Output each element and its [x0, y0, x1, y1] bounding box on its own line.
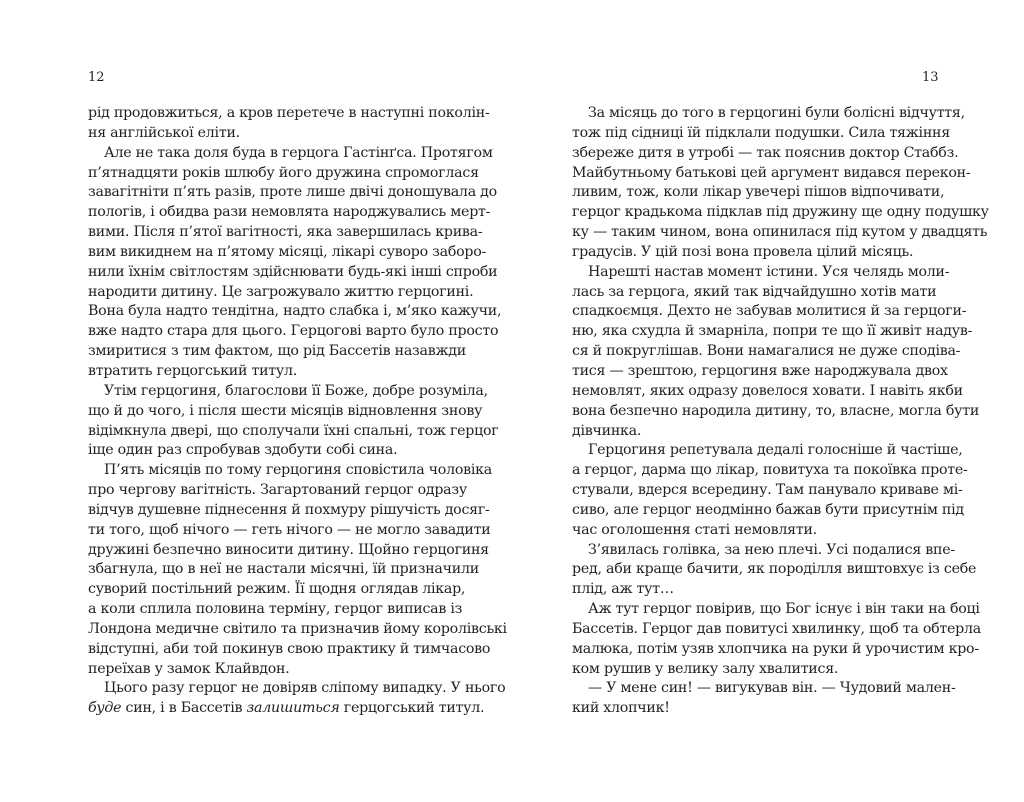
text-line: З’явилась голівка, за нею плечі. Усі подалися впе- — [588, 541, 955, 558]
text-line: ливим, тож, коли лікар увечері пішов відпочивати, — [572, 184, 945, 201]
text-line: дружині безпечно виносити дитину. Щойно герцогиня — [88, 541, 489, 558]
text-line: стували, вдерся всередину. Там панувало криваве мі- — [572, 482, 963, 499]
text-line: герцог крадькома підклав під дружину ще одну подушку — [572, 204, 989, 221]
text-line: Герцогиня репетувала дедалі голосніше й частіше, — [588, 442, 963, 459]
text-line: вона безпечно народила дитину, то, власне, могла бути — [572, 402, 980, 419]
text-line: тож під сідниці їй підклали подушки. Сила тяжіння — [572, 124, 950, 141]
text-line: народити дитину. Це загрожувало життю герцогині. — [88, 283, 474, 300]
italic-word: залишиться — [246, 700, 340, 717]
text-line: ред, аби краще бачити, як породілля виштовхує із себе — [572, 561, 977, 578]
text-line: відступні, аби той покинув свою практику й тимчасово — [88, 640, 491, 657]
text-line: завагітніти п’ять разів, проте лише двічі доношувала до — [88, 184, 497, 201]
text-line: відчув душевне піднесення й похмуру рішучість досяг- — [88, 501, 490, 518]
text-line: градусів. У цій позі вона провела цілий місяць. — [572, 243, 914, 260]
text-line: вим викиднем на п’ятому місяці, лікарі суворо заборо- — [88, 243, 487, 260]
text-line: Аж тут герцог повірив, що Бог існує і він таки на боці — [588, 601, 980, 618]
text-line: Цього разу герцог не довіряв сліпому випадку. У нього — [104, 680, 506, 697]
text-line: П’ять місяців по тому герцогиня сповістила чоловіка — [104, 462, 492, 479]
text-line: переїхав у замок Клайвдон. — [88, 660, 290, 677]
text-line: ню, яка схудла й змарніла, попри те що її живіт надув- — [572, 323, 973, 340]
text-line: п’ятнадцяти років шлюбу його дружина спромоглася — [88, 164, 479, 181]
text-line: а герцог, дарма що лікар, повитуха та покоївка проте- — [572, 462, 968, 479]
text-line: збагнула, що в неї не настали місячні, їй призначили — [88, 561, 479, 578]
text-line: сиво, але герцог неодмінно бажав бути присутнім під — [572, 501, 964, 518]
text-run: герцогський титул. — [339, 700, 485, 717]
text-line: Але не така доля буда в герцога Гастінґса. Протягом — [104, 144, 493, 161]
text-line: ком рушив у велику залу хвалитися. — [572, 660, 839, 677]
text-line: — У мене син! — вигукував він. — Чудовий мален- — [588, 680, 956, 697]
text-line: рід продовжиться, а кров перетече в наступні поколін- — [88, 105, 490, 121]
text-run: син, і в Бассетів — [121, 700, 247, 717]
text-line: ку — таким чином, вона опинилася під кутом у двадцять — [572, 224, 988, 241]
text-line: Утім герцогиня, благослови її Боже, добре розуміла, — [104, 382, 488, 399]
text-line: нили їхнім світлостям здійснювати будь-які інші спроби — [88, 263, 498, 280]
text-line: Нарешті настав момент істини. Уся челядь моли- — [588, 263, 950, 280]
text-line: лась за герцога, який так відчайдушно хотів мати — [572, 283, 937, 300]
text-line: Вона була надто тендітна, надто слабка і, м’яко кажучи, — [88, 303, 502, 320]
text-line: ся й покруглішав. Вони намагалися не дуже сподіва- — [572, 343, 961, 360]
text-line: час оголошення статі немовляти. — [572, 521, 817, 538]
text-line: Майбутньому батькові цей аргумент видався перекон- — [572, 164, 971, 181]
text-line: За місяць до того в герцогині були болісні відчуття, — [588, 105, 965, 121]
text-line: пологів, і обидва рази немовлята народжувались мерт- — [88, 204, 491, 221]
text-line: про чергову вагітність. Загартований герцог одразу — [88, 482, 467, 499]
text-line: Бассетів. Герцог дав повитусі хвилинку, щоб та обтерла — [572, 620, 981, 637]
page-number-right: 13 — [922, 70, 939, 85]
text-line: немовлят, яких одразу довелося ховати. І навіть якби — [572, 382, 963, 399]
text-line: втратить герцогський титул. — [88, 362, 298, 379]
text-line: відімкнула двері, що сполучали їхні спальні, тож герцог — [88, 422, 499, 439]
page-number-left: 12 — [88, 70, 105, 85]
text-line: змиритися з тим фактом, що рід Бассетів назавжди — [88, 343, 466, 360]
text-line: дівчинка. — [572, 422, 642, 439]
left-page-text — [88, 104, 507, 719]
italic-word: буде — [88, 700, 122, 717]
right-page-text — [572, 104, 989, 719]
text-line: плід, аж тут… — [572, 581, 674, 598]
text-line: ти того, щоб нічого — геть нічого — не могло завадити — [88, 521, 491, 538]
text-line: Лондона медичне світило та призначив йому королівські — [88, 620, 507, 637]
text-line: кий хлопчик! — [572, 700, 670, 717]
text-line: іще один раз спробував здобути собі сина. — [88, 442, 398, 459]
text-line: що й до чого, і після шести місяців відновлення знову — [88, 402, 483, 419]
text-line: суворий постільний режим. Її щодня оглядав лікар, — [88, 581, 466, 598]
text-line: збереже дитя в утробі — так пояснив доктор Стаббз. — [572, 144, 959, 161]
text-line: тися — зрештою, герцогиня вже народжувала двох — [572, 362, 948, 379]
text-line: вими. Після п’ятої вагітності, яка завершилась крива- — [88, 224, 483, 241]
text-line: спадкоємця. Дехто не забував молитися й за герцоги- — [572, 303, 967, 320]
text-line — [88, 699, 485, 719]
text-line: малюка, потім узяв хлопчика на руки й урочистим кро- — [572, 640, 979, 657]
text-line: ня англійської еліти. — [88, 124, 240, 141]
text-line: вже надто стара для цього. Герцогові варто було просто — [88, 323, 499, 340]
text-line: а коли сплила половина терміну, герцог виписав із — [88, 601, 463, 618]
